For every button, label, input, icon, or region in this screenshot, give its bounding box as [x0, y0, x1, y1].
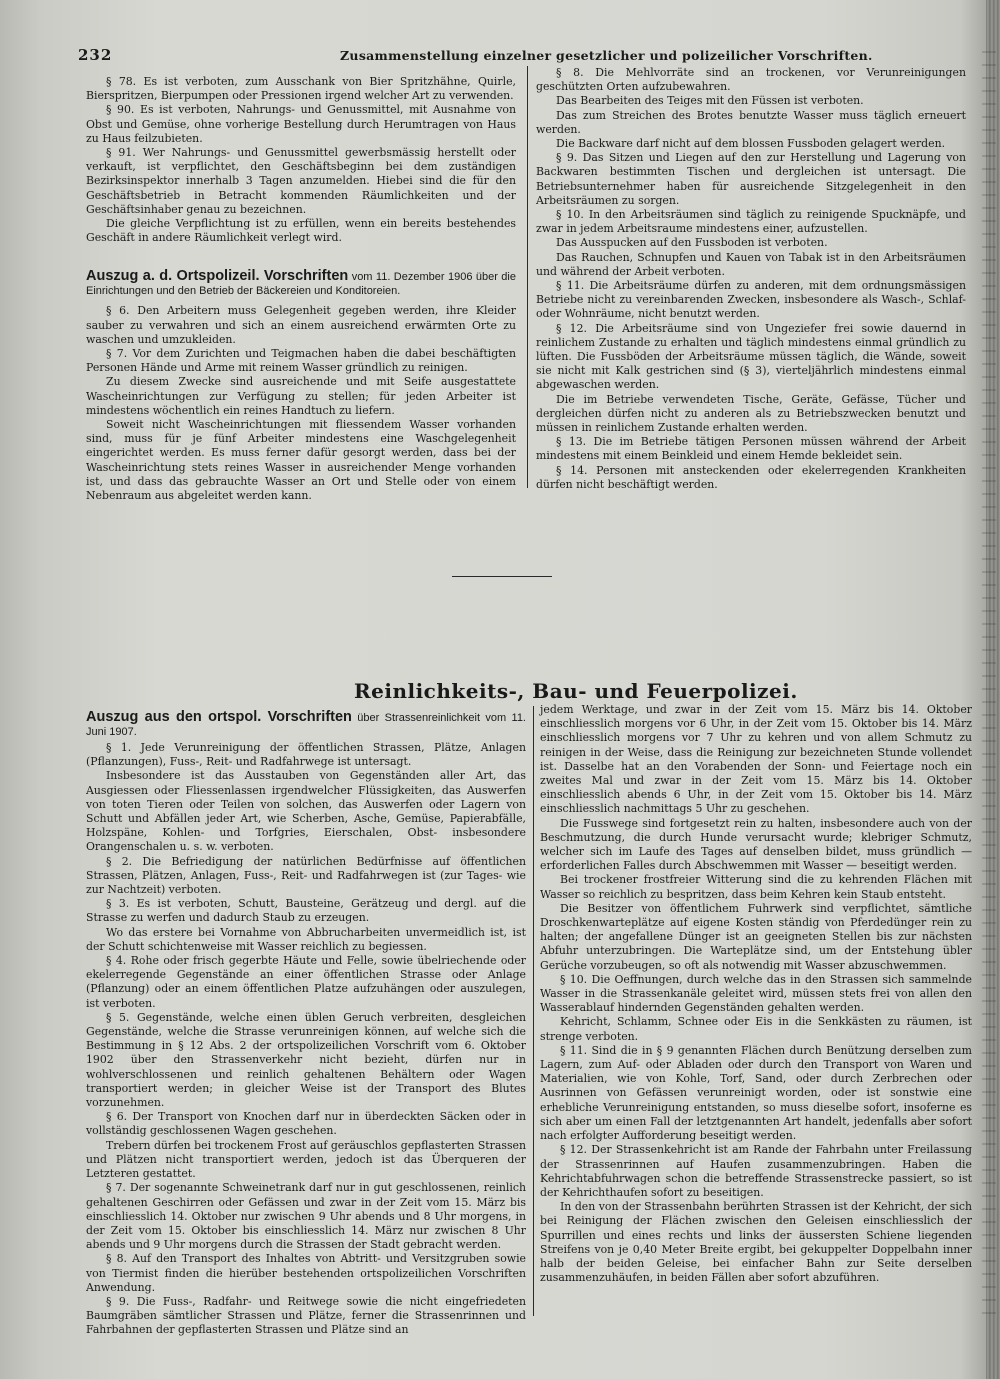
paragraph: Kehricht, Schlamm, Schnee oder Eis in die Senkkästen zu räumen, ist strenge verboten.	[540, 1015, 972, 1043]
paragraph: Soweit nicht Wascheinrichtungen mit fliessendem Wasser vorhanden sind, muss für je fünf Arbeiter mindestens eine Waschgelegenheit eingerichtet werden. Es muss ferner dafür gesorgt werden, dass bei der Wascheinrichtung stets reines Wasser in ausreichender Menge vorhanden ist, und dass das gebrauchte Wasser an Ort und Stelle oder von einem Nebenraum aus abgeleitet werden kann.	[86, 418, 516, 503]
paragraph: Das Bearbeiten des Teiges mit den Füssen ist verboten.	[556, 94, 864, 108]
page-number: 232	[78, 46, 113, 64]
separator-rule	[452, 576, 552, 577]
paragraph: § 10. In den Arbeitsräumen sind täglich zu reinigende Spucknäpfe, und zwar in jedem Arbeitsraume mindestens einer, aufzustellen.	[536, 208, 966, 236]
bottom-right-column	[540, 703, 972, 1285]
paragraph: § 91. Wer Nahrungs- und Genussmittel gewerbsmässig herstellt oder verkauft, ist verpflichtet, den Geschäftsbeginn bei dem zuständigen Bezirksinspektor innerhalb 3 Tagen anzumelden. Hiebei sind die für den Geschäftsbetrieb in Betracht kommenden Räumlichkeiten und der Geschäftsinhaber genau zu bezeichnen.	[86, 146, 516, 216]
paragraph: Trebern dürfen bei trockenem Frost auf geräuschlos gepflasterten Strassen und Plätzen nicht transportiert werden, jedoch ist das Überqueren der Letzteren gestattet.	[86, 1138, 526, 1181]
paragraph: § 90. Es ist verboten, Nahrungs- und Genussmittel, mit Ausnahme von Obst und Gemüse, ohne vorherige Bestellung durch Herumtragen von Haus zu Haus feilzubieten.	[86, 103, 516, 145]
section-title: Reinlichkeits-, Bau- und Feuerpolizei.	[354, 679, 798, 703]
top-left-column	[86, 75, 516, 503]
paragraph: § 14. Personen mit ansteckenden oder ekelerregenden Krankheiten dürfen nicht beschäftigt werden.	[536, 463, 966, 491]
paragraph: Das zum Streichen des Brotes benutzte Wasser muss täglich erneuert werden.	[536, 108, 966, 136]
paragraph: § 4. Rohe oder frisch gegerbte Häute und Felle, sowie übelriechende oder ekelerregende Gegenstände an einer öffentlichen Strasse oder Anlage (Pflanzung) oder an einem öffentlichen Platze aufzuhängen oder auszulegen, ist verboten.	[86, 954, 526, 1010]
paragraph: Die Fusswege sind fortgesetzt rein zu halten, insbesondere auch von der Beschmutzung, die durch Hunde verursacht wurde; klebriger Schmutz, welcher sich im Laufe des Tages auf denselben bildet, muss gründlich — erforderlichen Falles durch Abschwemmen mit Wasser — beseitigt werden.	[540, 816, 972, 873]
top-right-column	[536, 66, 966, 492]
paragraph: Das Rauchen, Schnupfen und Kauen von Tabak ist in den Arbeitsräumen und während der Arbeit verboten.	[536, 250, 966, 278]
excerpt-heading-street-cleanliness	[86, 710, 526, 739]
paragraph: Die gleiche Verpflichtung ist zu erfüllen, wenn ein bereits bestehendes Geschäft in andere Räumlichkeit verlegt wird.	[86, 217, 516, 245]
bottom-left-column	[86, 706, 526, 1338]
paragraph: § 6. Den Arbeitern muss Gelegenheit gegeben werden, ihre Kleider sauber zu verwahren und sich an einem ausreichend erwärmten Orte zu waschen und umzukleiden.	[86, 304, 516, 346]
excerpt-subtitle: vom 11. Dezember 1906 über die Einrichtungen und den Betrieb der Bäckereien und Konditoreien.	[86, 271, 516, 298]
paragraph: jedem Werktage, und zwar in der Zeit vom 15. März bis 14. Oktober einschliesslich morgens vor 6 Uhr, in der Zeit vom 15. Oktober bis 14. März einschliesslich morgens vor 7 Uhr zu kehren und von allem Schmutz zu reinigen in der Weise, dass die Reinigung zur bezeichneten Stunde vollendet ist. Dasselbe hat an den Vorabenden der Sonn- und Feiertage noch ein zweites Mal und zwar in der Zeit vom 15. März bis 14. Oktober einschliesslich abends 6 Uhr, in der Zeit vom 15. Oktober bis 14. März einschliesslich nachmittags 5 Uhr zu geschehen.	[540, 703, 972, 816]
paragraph: § 7. Vor dem Zurichten und Teigmachen haben die dabei beschäftigten Personen Hände und Arme mit reinem Wasser gründlich zu reinigen.	[86, 347, 516, 375]
adjacent-page-text-strip	[982, 40, 996, 1320]
paragraph: § 3. Es ist verboten, Schutt, Bausteine, Gerätzeug und dergl. auf die Strasse zu werfen und dadurch Staub zu erzeugen.	[86, 897, 526, 925]
paragraph: Die Besitzer von öffentlichem Fuhrwerk sind verpflichtet, sämtliche Droschkenwarteplätze auf eigene Kosten ständig von Pferdedünger rein zu halten; der angefallene Dünger ist an geeigneten Stellen bis zur nächsten Abfuhr unterzubringen. Die Warteplätze sind, um der Entstehung übler Gerüche vorzubeugen, so oft als notwendig mit Wasser abzuschwemmen.	[540, 901, 972, 972]
excerpt-subtitle: über Strassenreinlichkeit vom 11. Juni 1907.	[86, 712, 526, 738]
paragraph: § 10. Die Oeffnungen, durch welche das in den Strassen sich sammelnde Wasser in die Strassenkanäle geleitet wird, müssen stets frei von allen den Wasserablauf hindernden Gegenständen gehalten werden.	[540, 972, 972, 1015]
paragraph: Bei trockener frostfreier Witterung sind die zu kehrenden Flächen mit Wasser so reichlich zu bespritzen, dass beim Kehren kein Staub entsteht.	[540, 873, 972, 901]
paragraph: § 9. Das Sitzen und Liegen auf den zur Herstellung und Lagerung von Backwaren bestimmten Tischen und dergleichen ist untersagt. Die Betriebsunternehmer haben für ausreichende Sitzgelegenheit in den Arbeitsräumen zu sorgen.	[536, 151, 966, 207]
paragraph: Zu diesem Zwecke sind ausreichende und mit Seife ausgestattete Wascheinrichtungen zur Verfügung zu stellen; für jeden Arbeiter ist mindestens wöchentlich ein reines Handtuch zu liefern.	[86, 375, 516, 417]
paragraph: Die im Betriebe verwendeten Tische, Geräte, Gefässe, Tücher und dergleichen dürfen nicht zu anderen als zu Betriebszwecken benutzt und müssen in reinlichem Zustande erhalten werden.	[536, 392, 966, 435]
paragraph: § 1. Jede Verunreinigung der öffentlichen Strassen, Plätze, Anlagen (Pflanzungen), Fuss-, Reit- und Radfahrwege ist untersagt.	[86, 741, 526, 769]
paragraph: § 9. Die Fuss-, Radfahr- und Reitwege sowie die nicht eingefriedeten Baumgräben sämtlicher Strassen und Plätze, ferner die Strassenrinnen und Fahrbahnen der gepflasterten Strassen und Plätze sind an	[86, 1294, 526, 1337]
paragraph: § 8. Auf den Transport des Inhaltes von Abtritt- und Versitzgruben sowie von Tiermist finden die hierüber bestehenden ortspolizeilichen Vorschriften Anwendung.	[86, 1252, 526, 1294]
paragraph: Wo das erstere bei Vornahme von Abbrucharbeiten unvermeidlich ist, ist der Schutt schichtenweise mit Wasser reichlich zu begiessen.	[86, 925, 526, 953]
paragraph: § 7. Der sogenannte Schweinetrank darf nur in gut geschlossenen, reinlich gehaltenen Geschirren oder Gefässen und zwar in der Zeit vom 15. März bis einschliesslich 14. Oktober nur zwischen 9 Uhr abends und 8 Uhr morgens, in der Zeit vom 15. Oktober bis einschliesslich 14. März nur zwischen 8 Uhr abends und 9 Uhr morgens durch die Strassen der Stadt gebracht werden.	[86, 1181, 526, 1252]
paragraph: § 12. Der Strassenkehricht ist am Rande der Fahrbahn unter Freilassung der Strassenrinnen auf Haufen zusammenzubringen. Haben die Kehrichtabfuhrwagen schon die betreffende Strassenstrecke passiert, so ist der Kehrichthaufen sofort zu beseitigen.	[540, 1143, 972, 1199]
paragraph: § 6. Der Transport von Knochen darf nur in überdeckten Säcken oder in vollständig geschlossenen Wagen geschehen.	[86, 1110, 526, 1138]
paragraph: § 5. Gegenstände, welche einen üblen Geruch verbreiten, desgleichen Gegenstände, welche die Strasse verunreinigen können, auf welche sich die Bestimmung in § 12 Abs. 2 der ortspolizeilichen Vorschrift vom 6. Oktober 1902 über den Strassenverkehr nicht bezieht, dürfen nur in wohlverschlossenen und reinlich gehaltenen Behältern oder Wagen transportiert werden; in gleicher Weise ist der Transport des Blutes vorzunehmen.	[86, 1010, 526, 1110]
paragraph: Die Backware darf nicht auf dem blossen Fussboden gelagert werden.	[556, 137, 946, 151]
paragraph: § 12. Die Arbeitsräume sind von Ungeziefer frei sowie dauernd in reinlichem Zustande zu erhalten und täglich mindestens einmal gründlich zu lüften. Die Fussböden der Arbeitsräume müssen täglich, die Wände, soweit sie nicht mit Kalk gestrichen sind (§ 3), vierteljährlich mindestens einmal abgewaschen werden.	[536, 321, 966, 392]
running-title: Zusammenstellung einzelner gesetzlicher und polizeilicher Vorschriften.	[340, 48, 873, 63]
paragraph: Insbesondere ist das Ausstauben von Gegenständen aller Art, das Ausgiessen oder Fliessenlassen irgendwelcher Flüssigkeiten, das Auswerfen von toten Tieren oder Teilen von solchen, das Auswerfen oder Lagern von Schutt und Abfällen jeder Art, wie Scherben, Asche, Gemüse, Papierabfälle, Holzspäne, Kohlen- und Torfgries, Eierschalen, Obst- insbesondere Orangenschalen u. s. w. verboten.	[86, 769, 526, 854]
paragraph: § 13. Die im Betriebe tätigen Personen müssen während der Arbeit mindestens mit einem Beinkleid und einem Hemde bekleidet sein.	[536, 435, 966, 463]
paragraph: In den von der Strassenbahn berührten Strassen ist der Kehricht, der sich bei Reinigung der Flächen zwischen den Geleisen einschliesslich der Spurrillen und eines rechts und links der äussersten Schiene liegenden Streifens von je 0,40 Meter Breite ergibt, bei gekuppelter Doppelbahn inner halb der beiden Geleise, bei einfacher Bahn zur Seite derselben zusammenzuhäufen, in beiden Fällen aber sofort abzuführen.	[540, 1200, 972, 1285]
excerpt-title: Auszug aus den ortspol. Vorschriften	[86, 709, 352, 725]
column-divider-bottom	[533, 706, 534, 1316]
paragraph: Das Ausspucken auf den Fussboden ist verboten.	[556, 236, 828, 250]
excerpt-title: Auszug a. d. Ortspolizeil. Vorschriften	[86, 268, 349, 285]
book-page-edge	[986, 0, 1000, 1379]
paragraph: § 11. Sind die in § 9 genannten Flächen durch Benützung derselben zum Lagern, zum Auf- oder Abladen oder durch den Transport von Waren und Materialien, wie von Kohle, Torf, Sand, oder durch Zerbrechen oder Ausrinnen von Gefässen verunreinigt worden, oder ist sonstwie eine erhebliche Verunreinigung entstanden, so muss dieselbe sofort, insoferne es sich aber um einen Fall der letztgenannten Art handelt, jedenfalls aber sofort nach erfolgter Aufforderung beseitigt werden.	[540, 1043, 972, 1143]
paragraph: § 78. Es ist verboten, zum Ausschank von Bier Spritzhähne, Quirle, Bierspritzen, Bierpumpen oder Pressionen irgend welcher Art zu verwenden.	[86, 75, 516, 103]
column-divider-top	[527, 66, 528, 488]
paragraph: § 8. Die Mehlvorräte sind an trockenen, vor Verunreinigungen geschützten Orten aufzubewahren.	[536, 66, 966, 94]
paragraph: § 11. Die Arbeitsräume dürfen zu anderen, mit dem ordnungsmässigen Betriebe nicht zu vereinbarenden Zwecken, insbesondere als Wasch-, Schlaf- oder Wohnräume, nicht benutzt werden.	[536, 279, 966, 321]
paragraph: § 2. Die Befriedigung der natürlichen Bedürfnisse auf öffentlichen Strassen, Plätzen, Anlagen, Fuss-, Reit- und Radfahrwegen ist (zur Tages- wie zur Nachtzeit) verboten.	[86, 854, 526, 897]
excerpt-heading-bakeries	[86, 269, 516, 298]
